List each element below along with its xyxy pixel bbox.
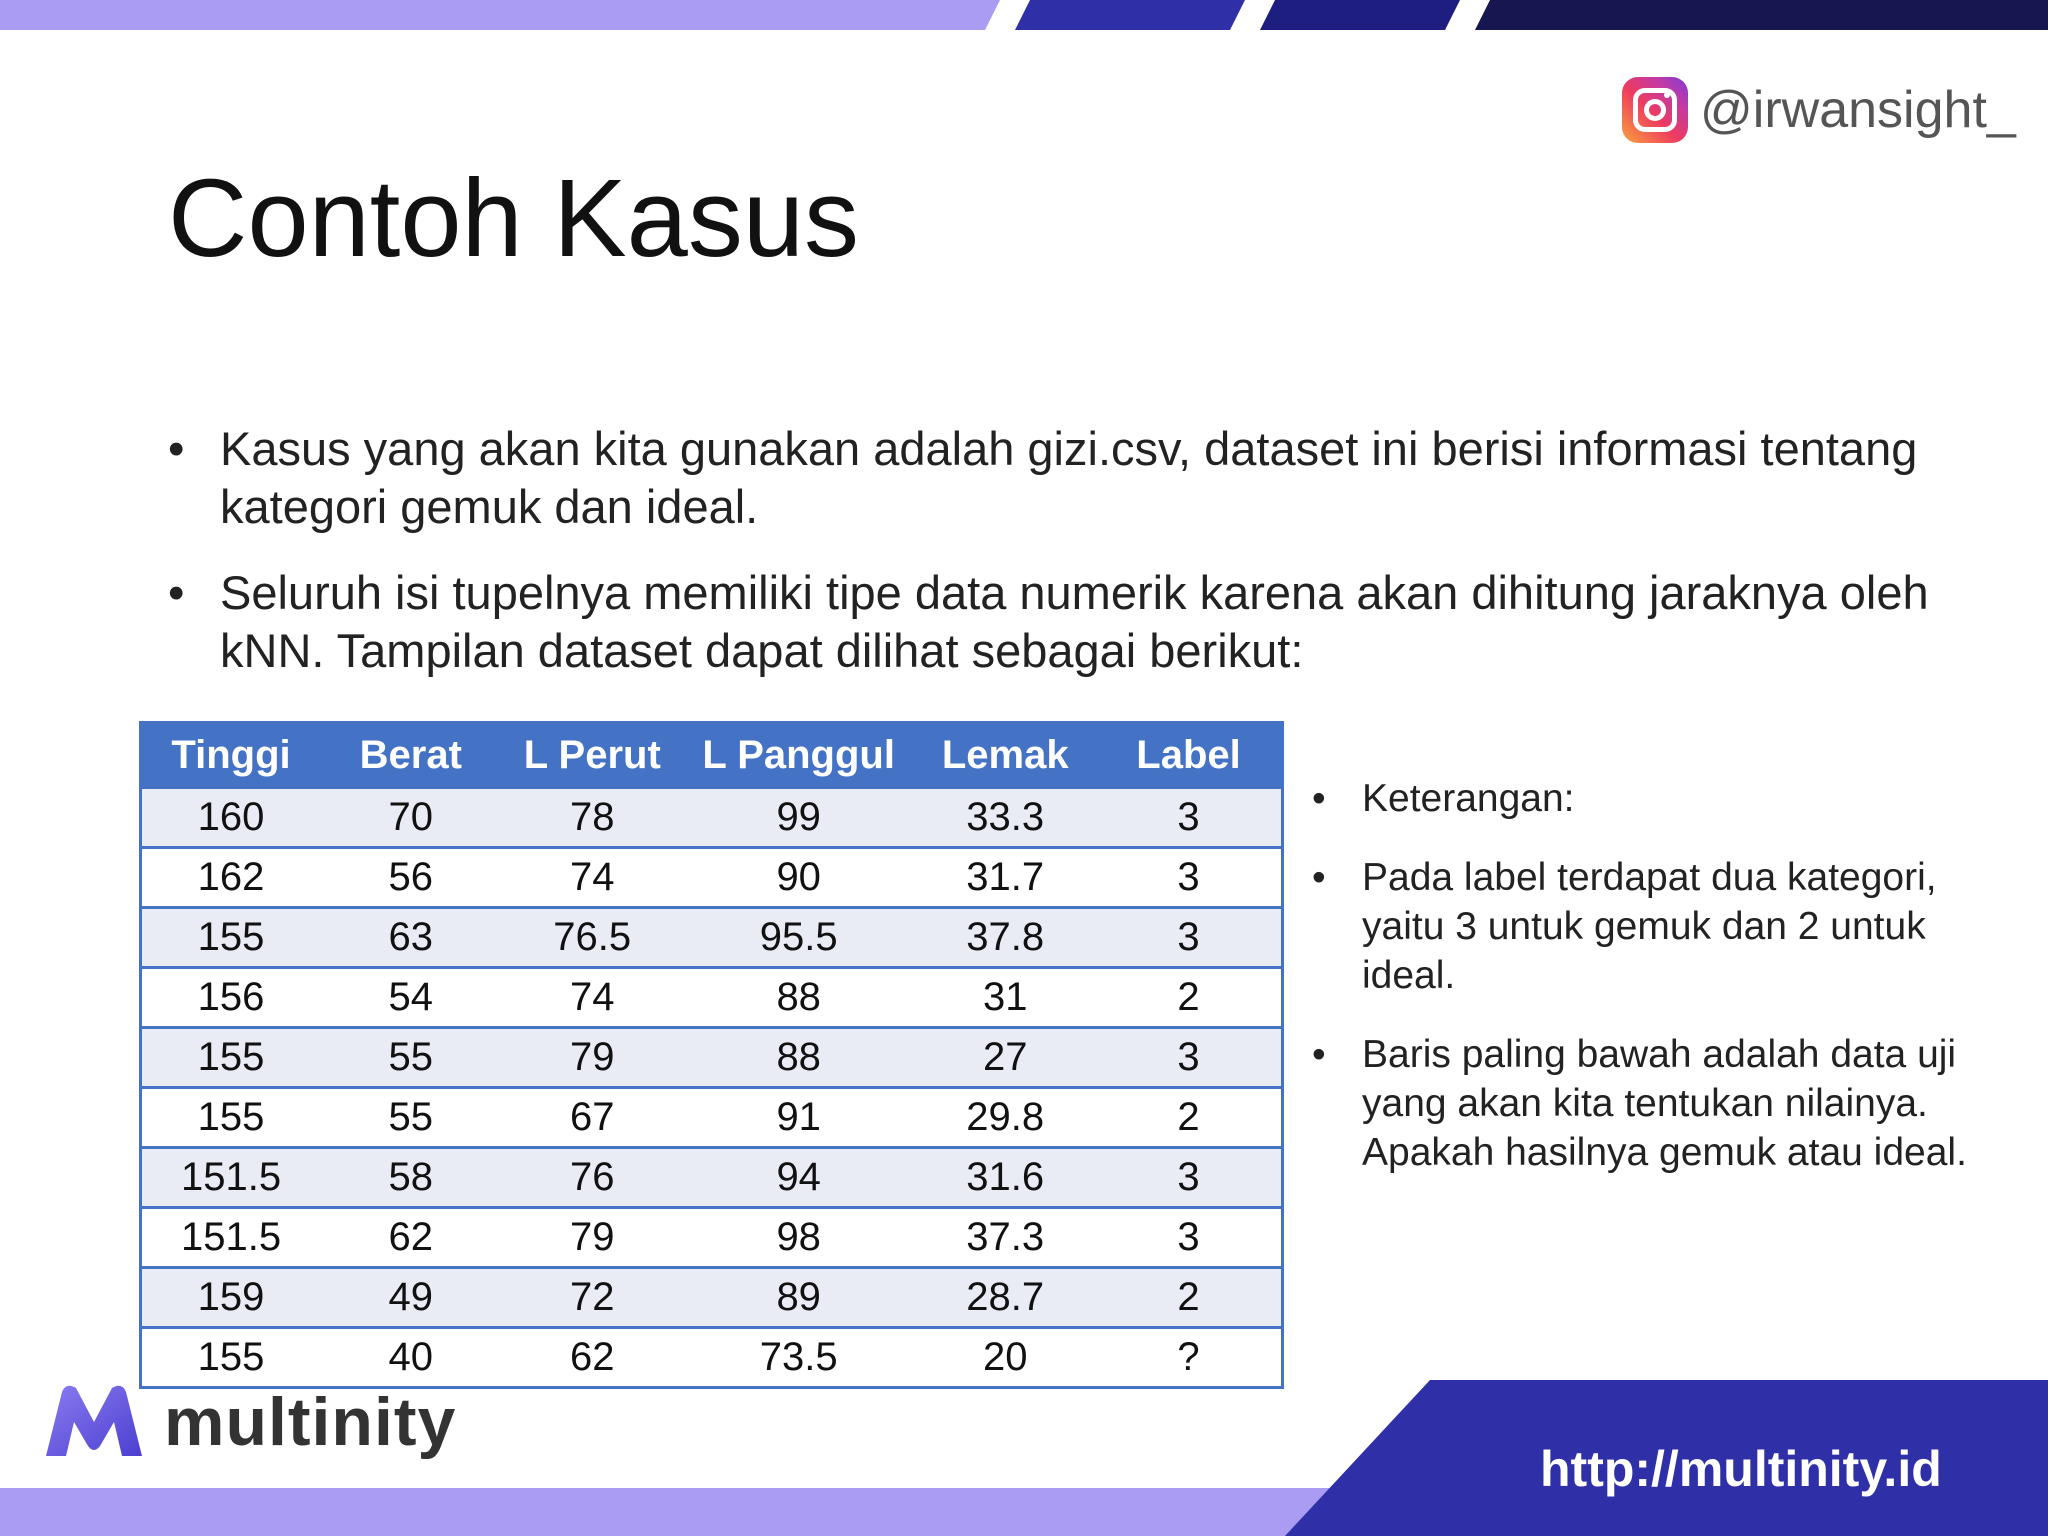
table-cell: 62	[320, 1208, 501, 1268]
bullet-glyph: •	[1312, 777, 1326, 820]
bullet-glyph: •	[1312, 1033, 1326, 1076]
table-cell: 37.8	[914, 908, 1096, 968]
table-cell: 3	[1096, 788, 1282, 848]
table-cell: 62	[502, 1328, 683, 1388]
table-cell: 31.7	[914, 848, 1096, 908]
table-cell: 67	[502, 1088, 683, 1148]
top-band-indigo-segment	[1260, 0, 1460, 30]
table-row	[141, 1088, 1283, 1148]
dataset-table	[139, 721, 1284, 1389]
multinity-logo-icon	[38, 1382, 150, 1462]
top-band-blue-segment	[1015, 0, 1245, 30]
top-decorative-band	[0, 0, 2048, 40]
table-cell: 88	[683, 1028, 914, 1088]
table-cell: 31	[914, 968, 1096, 1028]
table-cell: 156	[141, 968, 321, 1028]
bottom-band-light-segment	[0, 1488, 1330, 1536]
bullet-item	[168, 564, 1988, 680]
bullet-text: Kasus yang akan kita gunakan adalah gizi.csv, dataset ini berisi informasi tentang kategori gemuk dan ideal.	[220, 422, 1918, 533]
table-cell: 79	[502, 1028, 683, 1088]
bullet-glyph: •	[168, 566, 185, 619]
table-cell: 90	[683, 848, 914, 908]
note-text: Baris paling bawah adalah data uji yang akan kita tentukan nilainya. Apakah hasilnya gemuk atau ideal.	[1362, 1033, 1967, 1174]
social-handle	[1622, 74, 2016, 146]
table-cell: 70	[320, 788, 501, 848]
table-cell: 2	[1096, 1088, 1282, 1148]
table-header-row	[141, 723, 1283, 788]
social-handle-text: @irwansight_	[1700, 81, 2016, 139]
note-text: Keterangan:	[1362, 777, 1575, 820]
table-cell: 155	[141, 1028, 321, 1088]
note-item	[1312, 853, 1992, 1000]
table-cell: 28.7	[914, 1268, 1096, 1328]
main-bullet-list	[168, 420, 1988, 708]
website-url: http://multinity.id	[1540, 1441, 1942, 1497]
table-cell: 55	[320, 1028, 501, 1088]
table-cell: 95.5	[683, 908, 914, 968]
note-item	[1312, 1030, 1992, 1177]
table-cell: 3	[1096, 1148, 1282, 1208]
table-cell: 3	[1096, 1208, 1282, 1268]
table-cell: 74	[502, 968, 683, 1028]
brand-logo	[38, 1382, 456, 1462]
table-row	[141, 1148, 1283, 1208]
table-cell: 91	[683, 1088, 914, 1148]
column-header-label: Label	[1096, 723, 1282, 788]
column-header-l-panggul: L Panggul	[683, 723, 914, 788]
table-row	[141, 1208, 1283, 1268]
table-cell: 76.5	[502, 908, 683, 968]
table-cell: 160	[141, 788, 321, 848]
table-cell: 94	[683, 1148, 914, 1208]
table-cell: ?	[1096, 1328, 1282, 1388]
bullet-glyph: •	[1312, 856, 1326, 899]
notes-bullet-list	[1312, 774, 1992, 1207]
note-item	[1312, 774, 1992, 823]
table-cell: 89	[683, 1268, 914, 1328]
table-cell: 79	[502, 1208, 683, 1268]
table-cell: 20	[914, 1328, 1096, 1388]
table-cell: 58	[320, 1148, 501, 1208]
bullet-text: Seluruh isi tupelnya memiliki tipe data numerik karena akan dihitung jaraknya oleh kNN. Tampilan dataset dapat dilihat sebagai berikut:	[220, 566, 1929, 677]
table-cell: 55	[320, 1088, 501, 1148]
table-cell: 54	[320, 968, 501, 1028]
table-row-test-data	[141, 1328, 1283, 1388]
column-header-tinggi: Tinggi	[141, 723, 321, 788]
table-cell: 31.6	[914, 1148, 1096, 1208]
table-cell: 3	[1096, 1028, 1282, 1088]
column-header-l-perut: L Perut	[502, 723, 683, 788]
table-cell: 78	[502, 788, 683, 848]
table-cell: 155	[141, 908, 321, 968]
brand-name: multinity	[164, 1384, 457, 1460]
table-cell: 155	[141, 1088, 321, 1148]
bullet-glyph: •	[168, 422, 185, 475]
table-cell: 40	[320, 1328, 501, 1388]
table-cell: 2	[1096, 1268, 1282, 1328]
table-cell: 33.3	[914, 788, 1096, 848]
table-cell: 3	[1096, 848, 1282, 908]
table-cell: 29.8	[914, 1088, 1096, 1148]
table-cell: 99	[683, 788, 914, 848]
table-row	[141, 788, 1283, 848]
table-cell: 162	[141, 848, 321, 908]
table-cell: 3	[1096, 908, 1282, 968]
table-cell: 155	[141, 1328, 321, 1388]
column-header-lemak: Lemak	[914, 723, 1096, 788]
table-cell: 2	[1096, 968, 1282, 1028]
table-cell: 76	[502, 1148, 683, 1208]
table-cell: 159	[141, 1268, 321, 1328]
table-cell: 88	[683, 968, 914, 1028]
table-cell: 151.5	[141, 1208, 321, 1268]
column-header-berat: Berat	[320, 723, 501, 788]
table-row	[141, 968, 1283, 1028]
table-row	[141, 908, 1283, 968]
table-cell: 74	[502, 848, 683, 908]
table-cell: 27	[914, 1028, 1096, 1088]
instagram-icon	[1622, 77, 1688, 143]
table-row	[141, 848, 1283, 908]
table-cell: 98	[683, 1208, 914, 1268]
table-cell: 72	[502, 1268, 683, 1328]
table-cell: 56	[320, 848, 501, 908]
top-band-navy-segment	[1475, 0, 2048, 30]
table-row	[141, 1268, 1283, 1328]
table-cell: 73.5	[683, 1328, 914, 1388]
table-cell: 37.3	[914, 1208, 1096, 1268]
table-cell: 63	[320, 908, 501, 968]
top-band-light-segment	[0, 0, 1000, 30]
note-text: Pada label terdapat dua kategori, yaitu 3 untuk gemuk dan 2 untuk ideal.	[1362, 856, 1937, 997]
bullet-item	[168, 420, 1988, 536]
table-cell: 49	[320, 1268, 501, 1328]
slide-title: Contoh Kasus	[168, 157, 859, 280]
table-cell: 151.5	[141, 1148, 321, 1208]
table-row	[141, 1028, 1283, 1088]
